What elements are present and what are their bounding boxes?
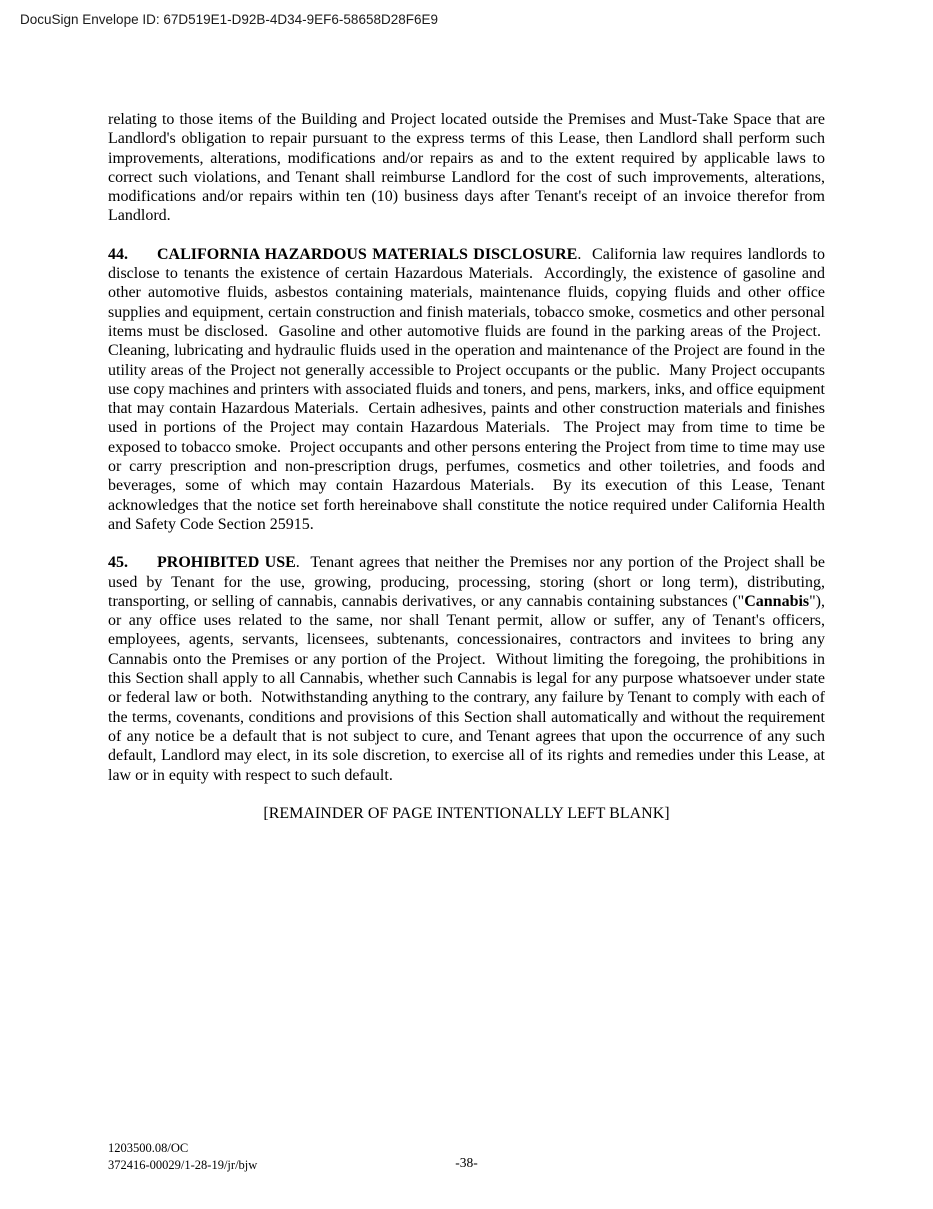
text-run: . California law requires landlords to disclose to tenants the existence of certain Hazardous Materials. Accordingly, the existence of gasoline and other automotive fluids, asbestos containing materials, maintenance fluids, copying fluids and other office supplies and equipment, certain construction and finish materials, tobacco smoke, cosmetics and other personal items must be disclosed. Gasoline and other automotive fluids are found in the parking areas of the Project. Cleaning, lubricating and hydraulic fluids used in the operation and maintenance of the Project are found in the utility areas of the Project not generally accessible to Project occupants or the public. Many Project occupants use copy machines and printers with associated fluids and toners, and pens, markers, inks, and office equipment that may contain Hazardous Materials. Certain adhesives, paints and other construction materials and finishes used in portions of the Project may contain Hazardous Materials. The Project may from time to time be exposed to tobacco smoke. Project occupants and other persons entering the Project from time to time may use or carry prescription and non-prescription drugs, perfumes, cosmetics and other toiletries, and foods and beverages, some of which may contain Hazardous Materials. By its execution of this Lease, Tenant acknowledges that the notice set forth hereinabove shall constitute the notice required under California Health and Safety Code Section 25915. [108,245,825,533]
text-run: . Tenant agrees that neither the Premises nor any portion of the Project shall be used by Tenant for the use, growing, producing, processing, storing (short or long term), distributing, transporting, or selling of cannabis, cannabis derivatives, or any cannabis containing substances (" [108,554,825,610]
footer-ref-line-1: 1203500.08/OC [108,1141,189,1155]
text-run: "), or any office uses related to the same, nor shall Tenant permit, allow or suffer, any of Tenant's officers, employees, agents, servants, licensees, subtenants, concessionaires, contractors and invitees to bring any Cannabis onto the Premises or any portion of the Project. Without limiting the foregoing, the prohibitions in this Section shall apply to all Cannabis, whether such Cannabis is legal for any purpose whatsoever under state or federal law or both. Notwithstanding anything to the contrary, any failure by Tenant to comply with each of the terms, covenants, conditions and provisions of this Section shall automatically and without the requirement of any notice be a default that is not subject to cure, and Tenant agrees that upon the occurrence of any such default, Landlord may elect, in its sole discretion, to exercise all of its rights and remedies under this Lease, at law or in equity with respect to such default. [108,592,825,784]
text-run: CALIFORNIA HAZARDOUS MATERIALS DISCLOSURE [157,245,578,263]
section-number: 44. [108,245,128,263]
section-number: 45. [108,554,128,572]
paragraph [108,553,825,785]
paragraph [108,110,825,226]
paragraph [108,245,825,534]
text-run: PROHIBITED USE [157,554,296,572]
remainder-notice: [REMAINDER OF PAGE INTENTIONALLY LEFT BLANK] [263,804,670,822]
paragraph-container [108,110,825,785]
footer-ref-line-2: 372416-00029/1-28-19/jr/bjw [108,1158,258,1172]
text-run: relating to those items of the Building and Project located outside the Premises and Must-Take Space that are Landlord's obligation to repair pursuant to the express terms of this Lease, then Landlord shall perform such improvements, alterations, modifications and/or repairs as and to the extent required by applicable laws to correct such violations, and Tenant shall reimburse Landlord for the cost of such improvements, alterations, modifications and/or repairs within ten (10) business days after Tenant's receipt of an invoice therefor from Landlord. [108,111,825,225]
page-number: -38- [455,1155,478,1170]
docusign-envelope-id: DocuSign Envelope ID: 67D519E1-D92B-4D34-9EF6-58658D28F6E9 [20,12,438,27]
text-run: Cannabis [744,592,810,610]
document-body [108,110,825,842]
